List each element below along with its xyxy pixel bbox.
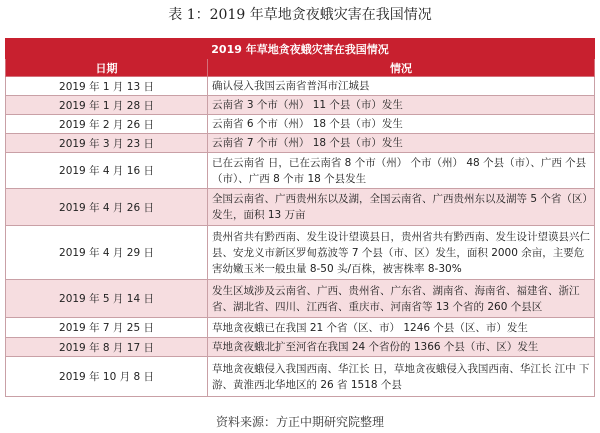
header-info: 情况	[208, 59, 595, 77]
table-row	[6, 226, 595, 280]
table-banner: 2019 年草地贪夜蛾灾害在我国情况	[6, 39, 595, 59]
row-info: 草地贪夜蛾已在我国 21 个省（区、市） 1246 个县（区、市）发生	[208, 318, 595, 338]
table-row	[6, 318, 595, 338]
table-row	[6, 115, 595, 134]
row-info: 全国云南省、广西贵州东以及湖，全国云南省、广西贵州东以及湖等 5 个省（区）发生，面积 13 万亩	[208, 189, 595, 226]
table-row	[6, 153, 595, 189]
row-info: 已在云南省 日，已在云南省 8 个市（州） 个市（州） 48 个县（市）、广西 个县（市）、广西 8 个市 18 个县发生	[208, 153, 595, 189]
row-date: 2019 年 3 月 23 日	[6, 134, 208, 153]
row-info: 确认侵入我国云南省普洱市江城县	[208, 77, 595, 96]
row-info: 草地贪夜蛾北扩至河省在我国 24 个省份的 1366 个县（市、区）发生	[208, 338, 595, 357]
row-date: 2019 年 1 月 13 日	[6, 77, 208, 96]
table-row	[6, 338, 595, 357]
row-date: 2019 年 10 月 8 日	[6, 357, 208, 397]
table-banner-row	[6, 39, 595, 59]
row-info: 云南省 6 个市（州） 18 个县（市）发生	[208, 115, 595, 134]
table-row	[6, 134, 595, 153]
row-date: 2019 年 7 月 25 日	[6, 318, 208, 338]
table-row	[6, 96, 595, 115]
row-date: 2019 年 2 月 26 日	[6, 115, 208, 134]
table-row	[6, 189, 595, 226]
table-row	[6, 77, 595, 96]
row-date: 2019 年 4 月 29 日	[6, 226, 208, 280]
row-date: 2019 年 5 月 14 日	[6, 280, 208, 318]
table-header-row	[6, 59, 595, 77]
source-note: 资料来源：方正中期研究院整理	[215, 415, 384, 429]
disaster-table	[5, 38, 595, 397]
row-info: 发生区域涉及云南省、广西、贵州省、广东省、湖南省、海南省、福建省、浙江省、湖北省、四川、江西省、重庆市、河南省等 13 个省的 260 个县区	[208, 280, 595, 318]
row-info: 贵州省共有黔西南、发生设计望谟县日，贵州省共有黔西南、发生设计望谟县兴仁县、安龙义市新区罗甸荔波等 7 个县（市、区）发生，面积 2000 余亩，主要危害幼嫩玉米一般虫量 8-50 头/百株，被害株率 8-30%	[208, 226, 595, 280]
row-date: 2019 年 1 月 28 日	[6, 96, 208, 115]
row-info: 云南省 3 个市（州） 11 个县（市）发生	[208, 96, 595, 115]
row-date: 2019 年 4 月 26 日	[6, 189, 208, 226]
header-date: 日期	[6, 59, 208, 77]
row-date: 2019 年 4 月 16 日	[6, 153, 208, 189]
caption: 表 1：2019 年草地贪夜蛾灾害在我国情况	[168, 7, 432, 23]
table-row	[6, 280, 595, 318]
row-info: 云南省 7 个市（州） 18 个县（市）发生	[208, 134, 595, 153]
row-date: 2019 年 8 月 17 日	[6, 338, 208, 357]
row-info: 草地贪夜蛾侵入我国西南、华江长 日，草地贪夜蛾侵入我国西南、华江长 江中 下游、黄淮西北华地区的 26 省 1518 个县	[208, 357, 595, 397]
table-row	[6, 357, 595, 397]
